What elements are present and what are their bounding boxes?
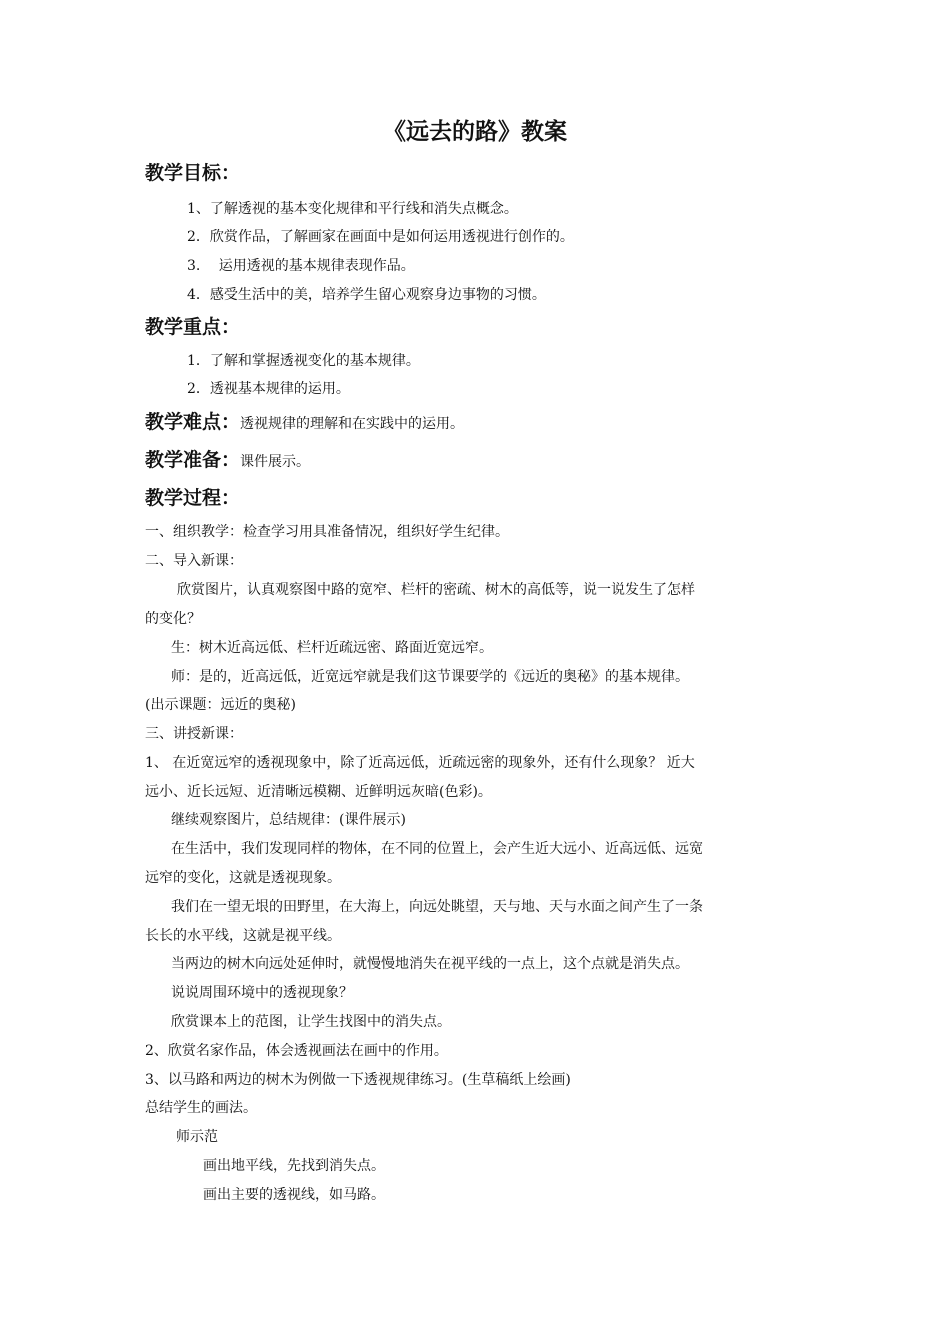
process-line: 师示范 <box>176 1129 218 1145</box>
goals-heading: 教学目标： <box>145 162 241 184</box>
process-line: 一、组织教学：检查学习用具准备情况，组织好学生纪律。 <box>145 524 509 540</box>
process-line: 在生活中，我们发现同样的物体，在不同的位置上，会产生近大远小、近高远低、远宽 <box>171 841 703 857</box>
process-line: 师：是的，近高远低，近宽远窄就是我们这节课要学的《远近的奥秘》的基本规律。 <box>171 669 689 685</box>
process-line: (出示课题：远近的奥秘) <box>145 697 296 713</box>
process-line: 1、 在近宽远窄的透视现象中，除了近高远低，近疏远密的现象外，还有什么现象？ 近大 <box>145 755 695 771</box>
process-line: 画出主要的透视线，如马路。 <box>203 1187 385 1203</box>
process-line: 欣赏课本上的范图，让学生找图中的消失点。 <box>171 1014 451 1030</box>
process-line: 继续观察图片，总结规律：(课件展示) <box>171 812 406 828</box>
difficulty-text: 透视规律的理解和在实践中的运用。 <box>240 416 465 432</box>
process-line: 说说周围环境中的透视现象？ <box>171 985 353 1001</box>
preparation-heading: 教学准备： <box>145 449 241 471</box>
process-line: 2、欣赏名家作品，体会透视画法在画中的作用。 <box>145 1043 448 1059</box>
process-line: 长长的水平线，这就是视平线。 <box>145 928 341 944</box>
difficulty-heading: 教学难点： <box>145 411 241 433</box>
process-line: 远小、近长远短、近清晰远模糊、近鲜明远灰暗(色彩)。 <box>145 784 492 800</box>
goal-item-2: 2．欣赏作品，了解画家在画面中是如何运用透视进行创作的。 <box>187 229 574 245</box>
keypoint-item-2: 2．透视基本规律的运用。 <box>187 381 350 397</box>
preparation-section <box>145 445 310 477</box>
process-line: 总结学生的画法。 <box>145 1100 257 1116</box>
process-line: 二、导入新课： <box>145 553 243 569</box>
difficulty-section <box>145 407 464 439</box>
keypoints-heading: 教学重点： <box>145 316 241 338</box>
process-line: 欣赏图片，认真观察图中路的宽窄、栏杆的密疏、树木的高低等，说一说发生了怎样 <box>177 582 695 598</box>
process-line: 我们在一望无垠的田野里，在大海上，向远处眺望，天与地、天与水面之间产生了一条 <box>171 899 703 915</box>
process-heading: 教学过程： <box>145 487 241 509</box>
process-line: 画出地平线，先找到消失点。 <box>203 1158 385 1174</box>
process-line: 当两边的树木向远处延伸时，就慢慢地消失在视平线的一点上，这个点就是消失点。 <box>171 956 689 972</box>
preparation-text: 课件展示。 <box>240 454 311 470</box>
goal-item-1: 1、了解透视的基本变化规律和平行线和消失点概念。 <box>187 201 518 217</box>
process-line: 的变化？ <box>145 611 201 627</box>
goal-item-3: 3. 运用透视的基本规律表现作品。 <box>187 258 415 274</box>
process-line: 3、以马路和两边的树木为例做一下透视规律练习。(生草稿纸上绘画) <box>145 1072 571 1088</box>
process-line: 远窄的变化，这就是透视现象。 <box>145 870 341 886</box>
process-line: 三、讲授新课： <box>145 726 243 742</box>
goal-item-4: 4．感受生活中的美，培养学生留心观察身边事物的习惯。 <box>187 287 546 303</box>
keypoint-item-1: 1．了解和掌握透视变化的基本规律。 <box>187 353 420 369</box>
process-line: 生：树木近高远低、栏杆近疏远密、路面近宽远窄。 <box>171 640 493 656</box>
document-title: 《远去的路》教案 <box>383 119 567 145</box>
